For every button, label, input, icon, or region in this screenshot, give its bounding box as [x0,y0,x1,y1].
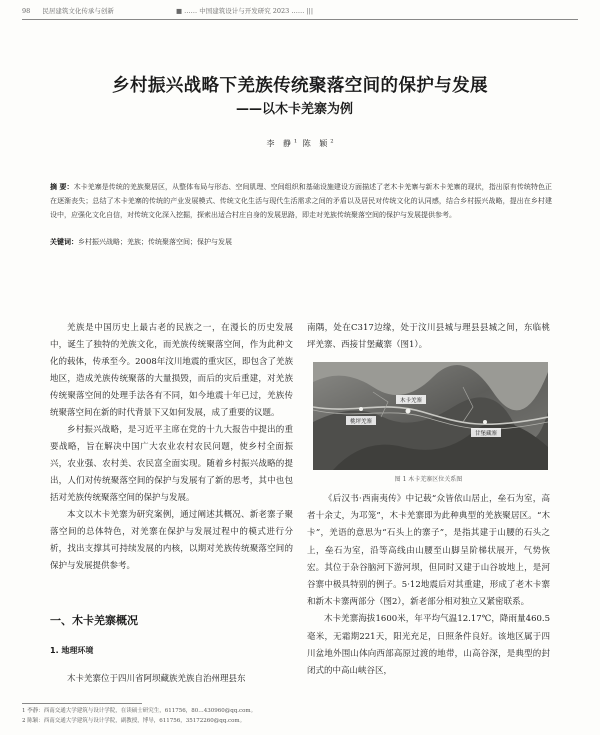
abstract-text: 木卡羌寨是传统的羌族聚居区，从整体布局与形态、空间肌理、空间组织和基础设施建设方面描述了老木卡羌寨与新木卡羌寨的现状，指出原有传统特色正在逐渐丧失；总结了木卡羌寨的传统的产业发展模式、传统文化生活与现代生活需求之间的矛盾以及居民对传统文化的认同感，结合乡村振兴战略，提出在乡村建设中，应强化文化自信，对传统文化深入挖掘，探索出适合村庄自身的发展思路，即走对羌族传统聚落空间的保护与发展提供参考。 [50,183,553,219]
body-paragraph: 《后汉书·西南夷传》中记载“众皆依山居止，垒石为室，高者十余丈，为邛笼”，木卡羌寨即为此种典型的羌族聚居区。“木卡”，羌语的意思为“石头上的寨子”，是指其建于山腰的石头之上，垒石为室，沿等高线由山腰至山脚呈阶梯状展开，气势恢宏。其位于杂谷脑河下游河坝，但同时又建于山谷坡地上，是河谷寨中极具特别的例子。5·12地震后对其重建，形成了老木卡寨和新木卡寨两部分（图2），新老部分相对独立又紧密联系。 [307,494,550,608]
body-paragraph: 木卡羌寨海拔1600米，年平均气温12.17℃，降雨量460.5毫米，无霜期221天，阳光充足，日照条件良好。该地区属于四川盆地外围山体向西部高原过渡的地带，山高谷深，是典型的封闭式的中高山峡谷区， [307,614,550,677]
section-heading: 一、木卡羌寨概况 [50,614,138,627]
footnote: 2 陈颖：西南交通大学建筑与设计学院，副教授，博导，611756，35172260@qq.com。 [22,718,246,724]
footnotes [22,703,570,726]
body-paragraph: 乡村振兴战略，是习近平主席在党的十九大报告中提出的重要战略，旨在解决中国广大农业农村农民问题，使乡村全面振兴，农业强、农村美、农民富全面实现。随着乡村振兴战略的提出，人们对传统聚落空间的保护与发展有了新的思考，其中也包括对羌族传统聚落空间的保护与发展。 [50,425,293,503]
subsection-heading: 1. 地理环境 [50,646,94,655]
journal-name: 民居建筑文化传承与创新 [42,7,114,15]
author-name: 李 静 [266,139,295,148]
map-label: 木卡羌寨 [399,398,423,404]
keywords-label: 关键词： [50,238,78,246]
body-paragraph: 羌族是中国历史上最古老的民族之一，在漫长的历史发展中，诞生了独特的羌族文化，而羌族传统聚落空间，作为此种文化的载体，传承至今。2008年汶川地震的重灾区，即包含了羌族地区，造成羌族传统聚落的大量损毁，而后的灾后重建，对羌族传统聚落空间的处理手法各有不同，如今地震十年已过，羌族传统聚落空间在新的时代背景下又如何发展，成了重要的议题。 [50,323,293,418]
footnote: 1 李静：西南交通大学建筑与设计学院，在读硕士研究生，611756，80…430960@qq.com。 [22,708,257,714]
keywords [50,237,552,247]
abstract-label: 摘 要： [50,183,74,191]
page-number: 98 [22,7,31,15]
author-name: 陈 颖 [302,139,331,148]
page-title: 乡村振兴战略下羌族传统聚落空间的保护与发展 [112,76,488,96]
map-label: 甘堡藏寨 [474,431,498,437]
author-footnote-mark: 1 [294,138,298,145]
header-meta: ■ …… 中国建筑设计与开发研究 2023 …… ||| [175,7,314,15]
header-rule [22,19,578,20]
site-marker [483,420,487,424]
abstract [50,180,552,222]
page-header [22,6,578,15]
right-column-top [307,320,550,354]
left-column [50,320,293,575]
body-paragraph: 南隅，处在C317边缘，处于汶川县城与理县县城之间，东临桃坪羌寨、西接甘堡藏寨（图1）。 [307,323,550,350]
location-map-figure [313,362,548,470]
page-subtitle: ——以木卡羌寨为例 [236,102,354,117]
body-paragraph: 本文以木卡羌寨为研究案例，通过阐述其概况、新老寨子聚落空间的总体特色，对羌寨在保护与发展过程中的模式进行分析，找出支撑其可持续发展的内核，以期对羌族传统聚落空间的保护与发展提供参考。 [50,510,293,571]
map-label: 桃坪羌寨 [349,419,373,425]
right-column-bottom [307,491,550,680]
keywords-text: 乡村振兴战略；羌族；传统聚落空间；保护与发展 [78,238,232,246]
site-marker [359,407,363,411]
satellite-map-image [313,362,548,470]
site-marker [406,409,411,414]
author-footnote-mark: 2 [330,138,334,145]
footnote-rule [22,703,142,704]
authors [0,138,600,149]
body-paragraph: 木卡羌寨位于四川省阿坝藏族羌族自治州理县东 [67,674,246,684]
figure-caption: 图 1 木卡羌寨区位关系图 [394,476,463,483]
